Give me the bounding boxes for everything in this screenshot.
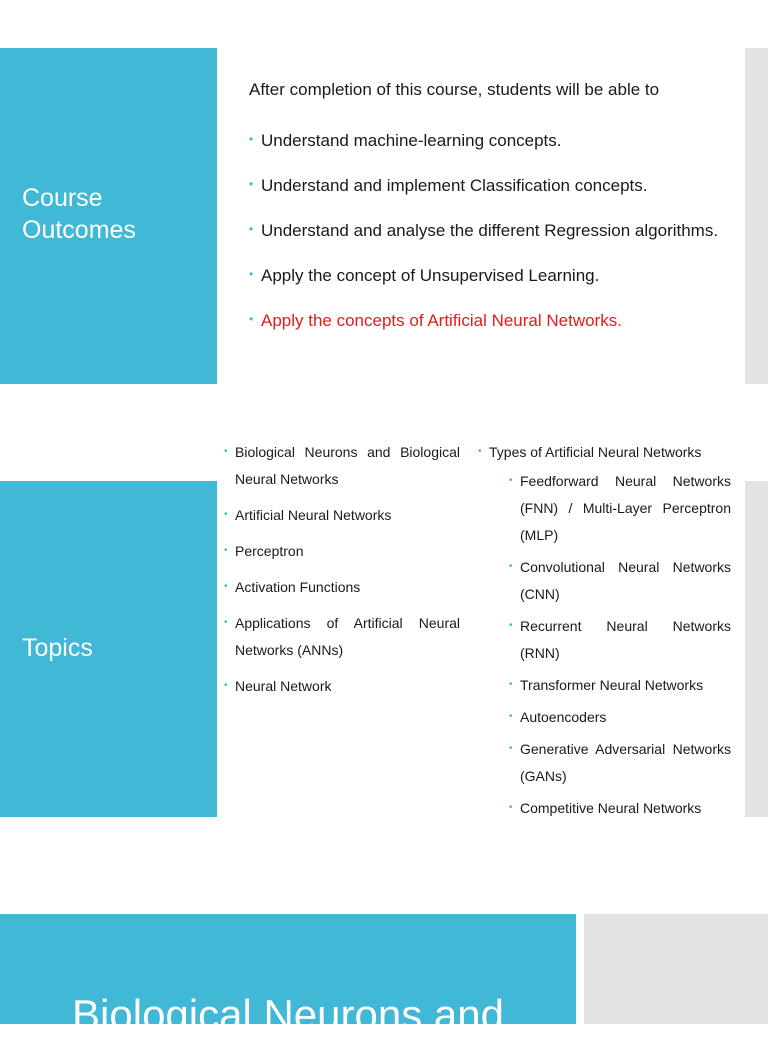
list-item: • Neural Network bbox=[224, 673, 460, 700]
list-item: • Feedforward Neural Networks (FNN) / Multi-Layer Perceptron (MLP) bbox=[509, 468, 731, 549]
list-item: • Biological Neurons and Biological Neural Networks bbox=[224, 439, 460, 493]
topics-right-sublist bbox=[509, 468, 731, 827]
next-slide-title: Biological Neurons and bbox=[72, 991, 504, 1038]
list-item: • Convolutional Neural Networks (CNN) bbox=[509, 554, 731, 608]
list-item-heading: • Types of Artificial Neural Networks bbox=[478, 439, 728, 466]
list-item: • Autoencoders bbox=[509, 704, 731, 731]
outcomes-list bbox=[249, 123, 733, 348]
list-item: • Artificial Neural Networks bbox=[224, 502, 460, 529]
topics-right-heading-list bbox=[478, 439, 728, 466]
list-item-highlighted: • Apply the concepts of Artificial Neural Networks. bbox=[249, 303, 733, 338]
topics-title: Topics bbox=[22, 634, 93, 662]
list-item: • Recurrent Neural Networks (RNN) bbox=[509, 613, 731, 667]
list-item: • Transformer Neural Networks bbox=[509, 672, 731, 699]
topics-left-list bbox=[224, 439, 460, 709]
list-item: • Activation Functions bbox=[224, 574, 460, 601]
list-item: • Competitive Neural Networks bbox=[509, 795, 731, 822]
list-item: • Applications of Artificial Neural Networks (ANNs) bbox=[224, 610, 460, 664]
slide-side-strip bbox=[584, 914, 768, 1024]
slide-side-strip bbox=[745, 48, 768, 384]
list-item: • Understand machine-learning concepts. bbox=[249, 123, 733, 158]
course-outcomes-title: Course Outcomes bbox=[22, 184, 136, 244]
list-item: • Generative Adversarial Networks (GANs) bbox=[509, 736, 731, 790]
slide-side-strip bbox=[745, 481, 768, 817]
list-item: • Understand and analyse the different Regression algorithms. bbox=[249, 213, 733, 248]
outcomes-intro: After completion of this course, students will be able to bbox=[249, 80, 660, 99]
list-item: • Perceptron bbox=[224, 538, 460, 565]
list-item: • Understand and implement Classification concepts. bbox=[249, 168, 733, 203]
list-item: • Apply the concept of Unsupervised Learning. bbox=[249, 258, 733, 293]
